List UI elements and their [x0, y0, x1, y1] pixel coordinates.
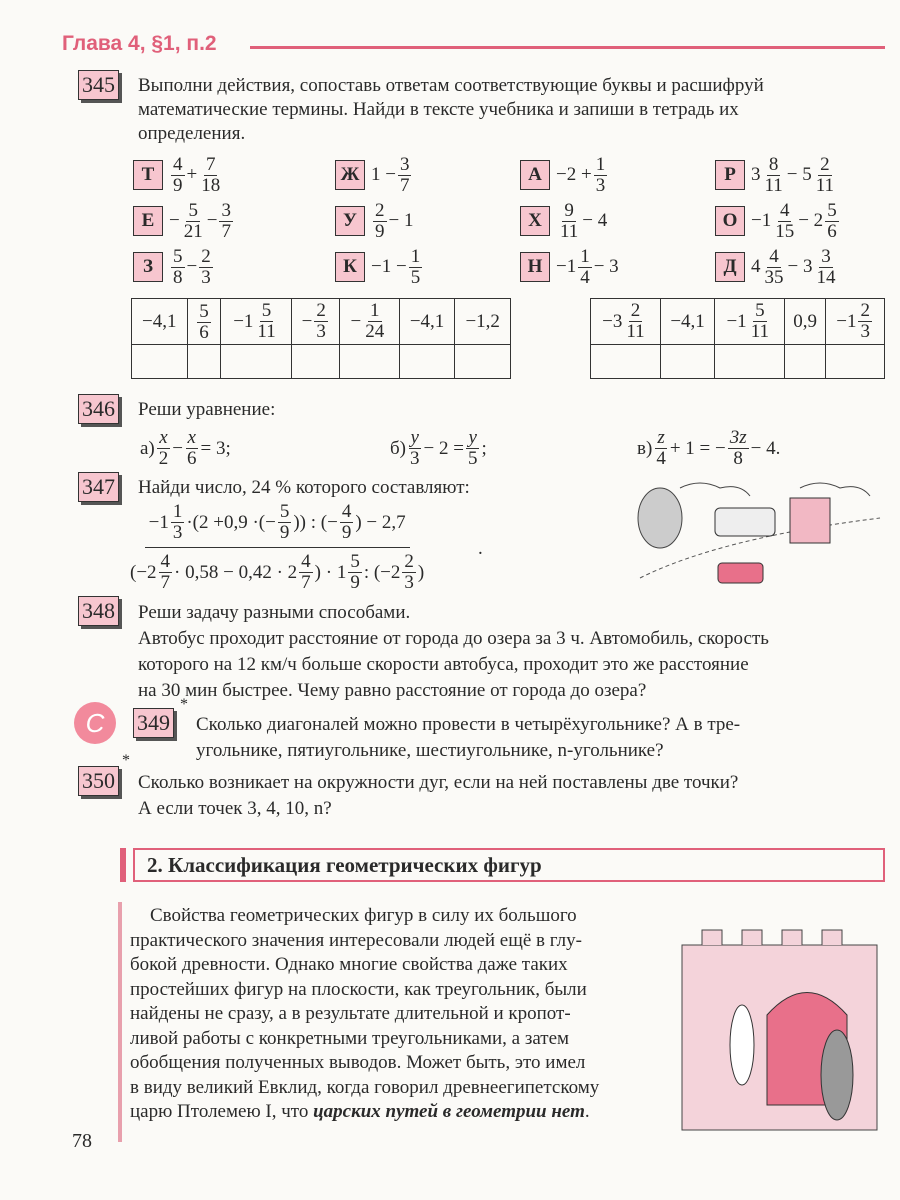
section-paragraph: [130, 904, 690, 1125]
letter-expression-item: [715, 198, 841, 244]
expression-text: ): [417, 561, 425, 583]
letter-input-cell[interactable]: [660, 345, 715, 379]
numerator: 4: [779, 199, 790, 221]
answer-row: [132, 299, 511, 345]
numerator: 1: [580, 245, 590, 267]
answer-value: [793, 311, 817, 333]
fraction: [594, 155, 608, 196]
letter-input-cell[interactable]: [187, 345, 221, 379]
numerator: x: [187, 427, 196, 448]
expression-text: б): [390, 437, 406, 459]
numerator: 2: [860, 300, 870, 321]
fraction: [348, 552, 362, 593]
expression-text: −4,1: [409, 310, 445, 332]
numerator: 5: [755, 300, 765, 321]
fraction: [373, 201, 387, 242]
answer-table-right: [590, 298, 885, 379]
text-line: Выполни действия, сопоставь ответам соответствующие буквы и расшифруй: [138, 75, 764, 96]
numerator: 1: [410, 245, 421, 267]
numerator: 2: [375, 199, 385, 221]
emphasized-quote: царских путей в геометрии нет: [313, 1101, 585, 1122]
fraction: [398, 155, 412, 196]
denominator: 24: [365, 321, 385, 342]
denominator: 11: [764, 174, 783, 196]
text-line: практического значения интересовали людей ещё в глу-: [130, 929, 582, 951]
castle-illustration: [672, 905, 887, 1135]
expression-text: )) : (−: [293, 511, 338, 533]
denominator: 3: [860, 321, 870, 342]
letter-input-cell[interactable]: [221, 345, 292, 379]
answer-cell: [132, 299, 188, 345]
bus-car-illustration: [620, 478, 890, 608]
letter-input-cell[interactable]: [715, 345, 785, 379]
fraction: [171, 155, 185, 196]
answer-cell: [660, 299, 715, 345]
text-line: Сколько диагоналей можно провести в четырёхугольнике? А в тре-: [196, 714, 741, 735]
expression-text: − 2: [798, 210, 824, 231]
fraction: [199, 155, 222, 196]
fraction: [157, 428, 171, 469]
answer-cell: [785, 299, 826, 345]
denominator: 7: [399, 174, 410, 196]
numerator: 1: [172, 501, 183, 522]
letter-row: [132, 345, 511, 379]
text-line: которого на 12 км/ч больше скорости автобуса, проходит это же расстояние: [138, 654, 749, 675]
expression: [751, 201, 841, 242]
denominator: 3: [201, 266, 211, 288]
fraction: [219, 201, 233, 242]
letter-expression-item: [520, 244, 619, 290]
letter-badge: Т: [133, 160, 163, 190]
expression-text: −3: [602, 310, 623, 332]
answer-table-left: [131, 298, 511, 379]
letter-badge: Х: [520, 206, 550, 236]
expression-text: 1 −: [371, 164, 396, 185]
denominator: 8: [173, 266, 183, 288]
text-line: обобщения полученных выводов. Может быть, это имел: [130, 1052, 586, 1073]
denominator: 9: [279, 522, 290, 543]
answer-cell: [591, 299, 661, 345]
fraction: [402, 552, 416, 593]
numerator: 2: [404, 551, 414, 572]
numerator: x: [159, 427, 168, 448]
letter-badge: Р: [715, 160, 745, 190]
expression-text: − 4: [582, 210, 608, 231]
letter-expression-item: [133, 244, 215, 290]
letter-badge: О: [715, 206, 745, 236]
denominator: 9: [350, 572, 360, 593]
numerator: 1: [370, 300, 380, 321]
answer-value: [836, 301, 874, 342]
numerator: 3z: [729, 427, 747, 448]
fraction: [763, 155, 785, 196]
text-line: бокой древности. Однако многие свойства даже таких: [130, 954, 568, 975]
expression-text: − 3: [593, 256, 619, 277]
fraction: [728, 428, 749, 469]
numerator: 4: [160, 551, 171, 572]
expression-text: −1: [836, 310, 857, 332]
expression-text: −: [301, 310, 313, 332]
numerator: 8: [768, 153, 779, 175]
denominator: 15: [775, 220, 795, 242]
answer-cell: [826, 299, 885, 345]
fraction: [363, 301, 386, 342]
paragraph-accent-bar: [118, 902, 122, 1142]
expression-text: −1: [148, 511, 169, 533]
equation-c: [637, 428, 780, 469]
expression: [371, 201, 413, 242]
fraction: [278, 502, 292, 543]
fraction: [408, 428, 422, 469]
numerator: y: [468, 427, 477, 448]
expression-text: − 1: [388, 210, 414, 231]
letter-row: [591, 345, 885, 379]
answer-cell: [399, 299, 455, 345]
fraction: [197, 302, 211, 343]
exercise-348-text: [138, 600, 769, 704]
fraction-numerator: [145, 502, 410, 548]
numerator: y: [410, 427, 419, 448]
fraction: [763, 247, 786, 288]
expression-text: +: [186, 164, 198, 185]
answer-cell: [292, 299, 340, 345]
expression-text: 4: [751, 256, 761, 277]
letter-expression-item: [133, 198, 235, 244]
numerator: 1: [595, 153, 606, 175]
expression-text: − 5: [786, 164, 812, 185]
denominator: 4: [580, 266, 590, 288]
exercise-347-text: Найди число, 24 % которого составляют:: [138, 477, 470, 498]
numerator: 5: [350, 551, 360, 572]
numerator: 4: [173, 153, 183, 175]
denominator: 3: [595, 174, 606, 196]
expression-text: а): [140, 437, 155, 459]
letter-expression-item: [335, 152, 413, 198]
numerator: 2: [316, 300, 326, 321]
expression: [751, 247, 839, 288]
letter-badge: Д: [715, 252, 745, 282]
fraction: [814, 247, 837, 288]
denominator: 5: [410, 266, 421, 288]
expression-text: + 1 = −: [669, 437, 726, 459]
numerator: z: [657, 427, 665, 448]
exercise-number-349: 349: [133, 708, 174, 738]
page-number: 78: [72, 1130, 92, 1152]
exercise-number-348: 348: [78, 596, 119, 626]
fraction: [814, 155, 836, 196]
expression-text: −1 −: [371, 256, 407, 277]
denominator: 6: [199, 321, 209, 343]
numerator: 4: [341, 501, 352, 522]
numerator: 2: [820, 153, 830, 175]
expression-text: (−2: [130, 561, 157, 583]
expression-text: −: [350, 310, 362, 332]
letter-expression-item: [335, 198, 413, 244]
fraction: [340, 502, 354, 543]
expression-text: −1: [751, 210, 772, 231]
text-line: А если точек 3, 4, 10, n?: [138, 798, 332, 819]
text-line: угольнике, пятиугольнике, шестиугольнике, n-угольнике?: [196, 740, 664, 761]
answer-value: [302, 301, 330, 342]
answer-value: [465, 311, 499, 333]
equation-a: [140, 428, 231, 469]
exercise-346-text: Реши уравнение:: [138, 399, 276, 420]
expression-text: − 4.: [750, 437, 781, 459]
letter-input-cell[interactable]: [132, 345, 188, 379]
letter-badge: Н: [520, 252, 550, 282]
expression: [169, 155, 224, 196]
numerator: 3: [399, 153, 410, 175]
expression-text: 0,9: [793, 310, 818, 332]
expression-text: −: [172, 437, 183, 459]
text-line: ливой работы с конкретными треугольниками, а затем: [130, 1027, 570, 1049]
numerator: 5: [279, 501, 290, 522]
denominator: 11: [626, 321, 645, 342]
numerator: 5: [188, 199, 198, 221]
text: царю Птолемею I, что: [130, 1101, 314, 1122]
denominator: 3: [410, 448, 420, 469]
numerator: 4: [769, 245, 779, 267]
denominator: 14: [816, 266, 836, 288]
compound-fraction: [130, 502, 424, 593]
exercise-number-345: 345: [78, 70, 119, 100]
equation-b: [390, 428, 487, 469]
numerator: 5: [173, 245, 183, 267]
denominator: 7: [221, 220, 231, 242]
numerator: 9: [564, 199, 574, 221]
text-line: Свойства геометрических фигур в силу их большого: [150, 905, 577, 926]
fraction: [185, 428, 199, 469]
asterisk: *: [122, 752, 130, 769]
letter-input-cell[interactable]: [455, 345, 511, 379]
expression-text: −: [186, 256, 198, 277]
numerator: 2: [201, 245, 211, 267]
numerator: 7: [205, 153, 216, 175]
letter-input-cell[interactable]: [292, 345, 340, 379]
answer-cell: [221, 299, 292, 345]
letter-badge: Е: [133, 206, 163, 236]
expression-text: ;: [481, 437, 487, 459]
expression-text: −4,1: [142, 310, 177, 332]
fraction: [654, 428, 668, 469]
numerator: 5: [199, 300, 209, 322]
asterisk: *: [180, 696, 188, 713]
section-marker: [120, 848, 126, 882]
answer-value: [195, 302, 213, 343]
answer-cell: [455, 299, 511, 345]
fraction: [255, 301, 277, 342]
fraction: [558, 201, 580, 242]
text-line: математические термины. Найди в тексте учебника и запиши в тетрадь их: [138, 99, 739, 120]
text-line: в виду великий Евклид, когда говорил древнеегипетскому: [130, 1076, 600, 1098]
answer-row: [591, 299, 885, 345]
numerator: 5: [261, 300, 272, 321]
denominator: 11: [560, 220, 579, 242]
letter-expression-item: [520, 198, 607, 244]
section-title: 2. Классификация геометрических фигур: [133, 848, 885, 882]
text-line: простейших фигур на плоскости, как треугольник, были: [130, 978, 587, 1000]
expression-text: −4,1: [670, 310, 705, 332]
expression-text: −: [206, 210, 218, 231]
expression: [371, 155, 413, 196]
expression: [556, 201, 607, 242]
fraction: [314, 301, 328, 342]
denominator: 9: [173, 174, 183, 196]
expression-text: ·(2 +0,9 ·(−: [186, 511, 276, 533]
expression-text: 3: [751, 164, 761, 185]
denominator: 9: [341, 522, 352, 543]
answer-value: [351, 301, 389, 342]
fraction: [409, 247, 423, 288]
fraction: [466, 428, 480, 469]
denominator: 7: [301, 572, 311, 593]
letter-badge: Ж: [335, 160, 365, 190]
text-line: Сколько возникает на окружности дуг, если на ней поставлены две точки?: [138, 772, 739, 793]
letter-expression-item: [335, 244, 424, 290]
expression-text: ) · 1: [314, 561, 347, 583]
denominator: 11: [815, 174, 835, 196]
denominator: 9: [375, 220, 385, 242]
fraction: [199, 247, 213, 288]
text-line: Автобус проходит расстояние от города до озера за 3 ч. Автомобиль, скорость: [138, 628, 769, 649]
letter-input-cell[interactable]: [785, 345, 826, 379]
fraction: [182, 201, 205, 242]
denominator: 3: [404, 572, 414, 593]
fraction: [171, 502, 185, 543]
expression-text: −1: [233, 310, 254, 332]
answer-cell: [187, 299, 221, 345]
denominator: 18: [201, 174, 221, 196]
fraction-denominator: [130, 548, 424, 593]
expression: [371, 247, 424, 288]
answer-value: [670, 311, 704, 333]
exercise-number-346: 346: [78, 394, 119, 424]
expression-text: : (−2: [363, 561, 401, 583]
letter-input-cell[interactable]: [591, 345, 661, 379]
letter-expression-item: [133, 152, 224, 198]
expression: [169, 247, 215, 288]
denominator: 21: [183, 220, 203, 242]
answer-value: [602, 301, 649, 342]
text: .: [584, 1101, 590, 1122]
expression: [169, 201, 235, 242]
denominator: 3: [316, 321, 326, 342]
denominator: 2: [158, 448, 169, 469]
denominator: 3: [172, 522, 183, 543]
expression: [556, 247, 619, 288]
denominator: 4: [656, 448, 666, 469]
denominator: 6: [186, 448, 197, 469]
period: .: [478, 538, 483, 559]
fraction: [749, 301, 771, 342]
letter-input-cell[interactable]: [340, 345, 400, 379]
exercise-number-350: 350: [78, 766, 119, 796]
expression-text: −2 +: [556, 164, 592, 185]
denominator: 8: [733, 448, 743, 469]
letter-expression-item: [520, 152, 609, 198]
numerator: 2: [630, 300, 641, 321]
denominator: 11: [750, 321, 769, 342]
expression-text: − 3: [787, 256, 813, 277]
text-line: найдены не сразу, а в результате длительной и кропот-: [130, 1003, 571, 1024]
text-line: Реши задачу разными способами.: [138, 602, 411, 623]
expression: [751, 155, 838, 196]
text-line: определения.: [138, 123, 246, 144]
fraction: [858, 301, 872, 342]
letter-badge: К: [335, 252, 365, 282]
expression-text: ) − 2,7: [355, 511, 406, 533]
exercise-number-347: 347: [78, 472, 119, 502]
answer-value: [233, 301, 280, 342]
denominator: 11: [257, 321, 276, 342]
numerator: 3: [221, 199, 231, 221]
numerator: 3: [821, 245, 831, 267]
creative-task-badge: С: [74, 702, 116, 744]
expression-text: −1: [556, 256, 577, 277]
answer-value: [726, 301, 773, 342]
chapter-header: Глава 4, §1, п.2: [62, 32, 217, 55]
fraction: [578, 247, 592, 288]
letter-badge: У: [335, 206, 365, 236]
numerator: 4: [301, 551, 311, 572]
fraction: [159, 552, 173, 593]
expression-text: −1: [726, 310, 747, 332]
numerator: 5: [827, 199, 837, 221]
denominator: 5: [467, 448, 478, 469]
text-line: [130, 1100, 690, 1125]
exercise-345-text: [138, 74, 764, 146]
header-rule: [250, 46, 885, 49]
expression-text: · 0,58 − 0,42 · 2: [174, 561, 298, 583]
answer-cell: [715, 299, 785, 345]
letter-input-cell[interactable]: [826, 345, 885, 379]
answer-value: [410, 311, 444, 333]
letter-badge: А: [520, 160, 550, 190]
letter-input-cell[interactable]: [399, 345, 455, 379]
expression-text: −1,2: [465, 310, 500, 332]
exercise-349-text: [196, 712, 740, 764]
text-line: на 30 мин быстрее. Чему равно расстояние от города до озера?: [138, 680, 647, 701]
expression-text: −: [169, 210, 180, 231]
denominator: 35: [764, 266, 784, 288]
fraction: [825, 201, 839, 242]
fraction: [299, 552, 313, 593]
denominator: 6: [827, 220, 837, 242]
answer-value: [142, 311, 176, 333]
letter-expression-item: [715, 152, 838, 198]
denominator: 7: [160, 572, 171, 593]
expression-text: − 2 =: [423, 437, 464, 459]
expression: [556, 155, 609, 196]
expression-text: = 3;: [200, 437, 231, 459]
fraction: [171, 247, 185, 288]
letter-expression-item: [715, 244, 839, 290]
expression-text: в): [637, 437, 653, 459]
exercise-350-text: [138, 770, 738, 822]
fraction: [624, 301, 646, 342]
fraction: [773, 201, 796, 242]
answer-cell: [340, 299, 400, 345]
letter-badge: З: [133, 252, 163, 282]
